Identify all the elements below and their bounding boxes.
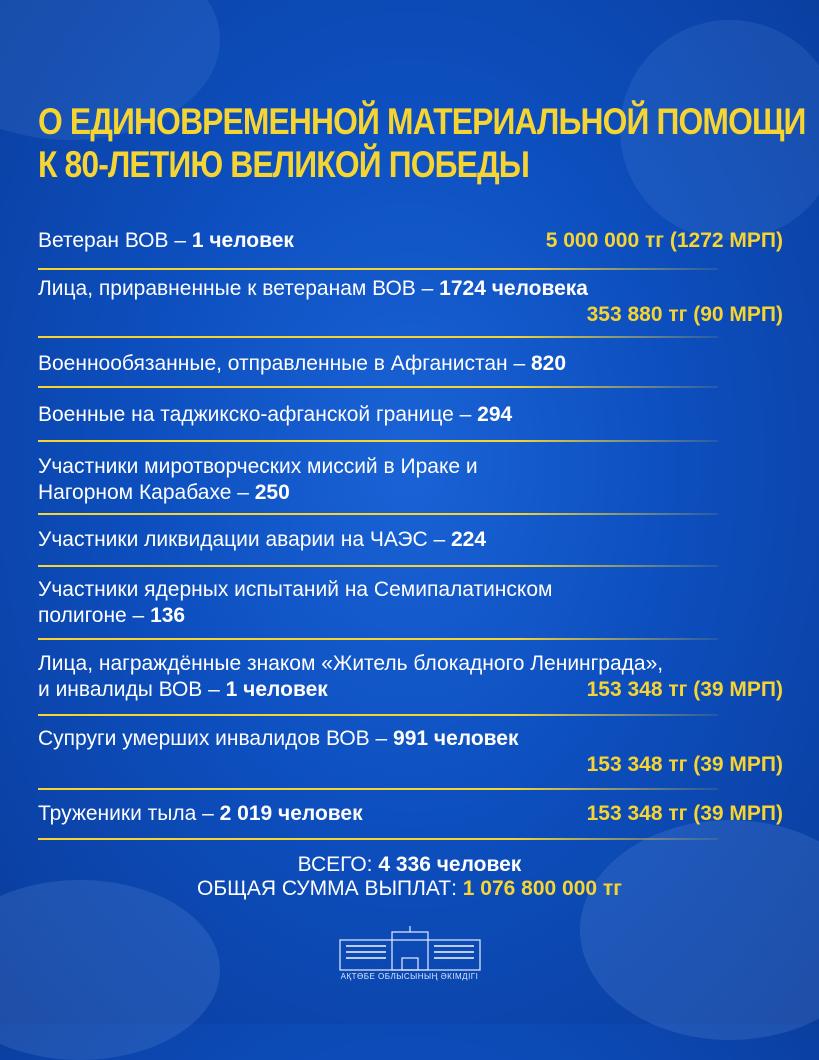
page-title xyxy=(38,100,806,186)
item-label: Лица, приравненные к ветеранам ВОВ – xyxy=(38,277,440,300)
list-item xyxy=(38,726,783,778)
list-item xyxy=(38,402,783,428)
title-line: К 80-ЛЕТИЮ ВЕЛИКОЙ ПОБЕДЫ xyxy=(38,144,530,185)
divider xyxy=(38,788,718,790)
total-label: ВСЕГО: xyxy=(297,853,379,876)
item-label: Лица, награждённые знаком «Житель блокадного Ленинграда», xyxy=(38,652,664,675)
total-sum xyxy=(0,876,819,902)
item-count: 1724 человека xyxy=(439,277,588,300)
divider xyxy=(38,440,718,442)
item-label: Участники ликвидации аварии на ЧАЭС – xyxy=(38,528,451,551)
divider xyxy=(38,336,718,338)
total-people xyxy=(0,852,819,878)
list-item xyxy=(38,577,783,629)
item-count: 991 человек xyxy=(393,727,519,750)
item-label: Труженики тыла – xyxy=(38,802,220,825)
item-count: 250 xyxy=(254,481,290,504)
item-count: 820 xyxy=(531,352,567,375)
divider xyxy=(38,638,718,640)
total-label: ОБЩАЯ СУММА ВЫПЛАТ: xyxy=(197,877,463,900)
item-amount: 353 880 тг (90 МРП) xyxy=(586,303,783,326)
item-amount: 153 348 тг (39 МРП) xyxy=(586,753,783,776)
item-count: 136 xyxy=(150,604,186,627)
item-amount: 5 000 000 тг (1272 МРП) xyxy=(545,229,783,252)
item-count: 2 019 человек xyxy=(219,802,363,825)
logo-caption: АҚТӨБЕ ОБЛЫСЫНЫҢ ӘКІМДІГІ xyxy=(340,972,479,981)
item-label: Супруги умерших инвалидов ВОВ – xyxy=(38,727,394,750)
item-label: Участники ядерных испытаний на Семипалатинском xyxy=(38,578,553,601)
item-label: полигоне – xyxy=(38,604,151,627)
item-amount: 153 348 тг (39 МРП) xyxy=(586,802,783,825)
total-value: 4 336 человек xyxy=(378,853,522,876)
divider xyxy=(38,838,718,840)
list-item xyxy=(38,651,783,703)
divider xyxy=(38,513,718,515)
item-label: Военнообязанные, отправленные в Афганистан – xyxy=(38,352,531,375)
item-count: 294 xyxy=(477,403,513,426)
title-line: О ЕДИНОВРЕМЕННОЙ МАТЕРИАЛЬНОЙ ПОМОЩИ xyxy=(38,101,806,142)
divider xyxy=(38,386,718,388)
total-value: 1 076 800 000 тг xyxy=(462,877,622,900)
divider xyxy=(38,714,718,716)
list-item xyxy=(38,454,783,506)
item-count: 1 человек xyxy=(191,229,294,252)
item-label: Военные на таджикско-афганской границе – xyxy=(38,403,478,426)
item-label: Участники миротворческих миссий в Ираке и xyxy=(38,455,478,478)
item-label: и инвалиды ВОВ – xyxy=(38,678,226,701)
ornament-ribbon-decoration xyxy=(0,880,220,1060)
list-item xyxy=(38,527,783,553)
divider xyxy=(38,565,718,567)
item-label: Нагорном Карабахе – xyxy=(38,481,255,504)
list-item xyxy=(38,801,783,827)
list-item xyxy=(38,228,783,254)
list-item xyxy=(38,276,783,328)
item-count: 1 человек xyxy=(225,678,328,701)
item-count: 224 xyxy=(451,528,487,551)
divider xyxy=(38,268,718,270)
item-amount: 153 348 тг (39 МРП) xyxy=(586,678,783,701)
list-item xyxy=(38,351,783,377)
item-label: Ветеран ВОВ – xyxy=(38,229,192,252)
